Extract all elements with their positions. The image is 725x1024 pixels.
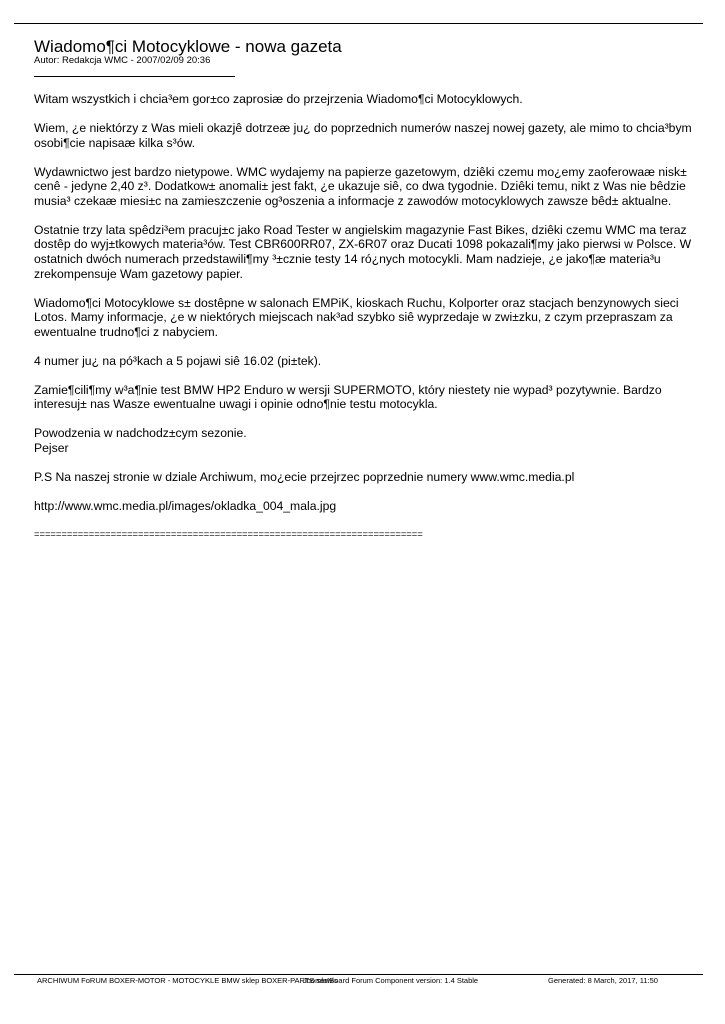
footer-site-name: ARCHIWUM FoRUM BOXER-MOTOR - MOTOCYKLE BMW sklep BOXER-PARTS serwis	[37, 976, 338, 985]
paragraph-ps: P.S Na naszej stronie w dziale Archiwum, mo¿ecie przejrzec poprzednie numery www.wmc.media.pl	[34, 469, 575, 484]
paragraph-image-link: http://www.wmc.media.pl/images/okladka_004_mala.jpg	[34, 498, 337, 513]
paragraph-signoff: Powodzenia w nadchodz±cym sezonie. Pejser	[34, 426, 247, 455]
paragraph-bmw-test: Zamie¶cili¶my w³a¶nie test BMW HP2 Enduro w wersji SUPERMOTO, który niestety nie wypad³ pozytywnie. Bardzo interesuj± nas Wasze ewentualne uwagi i opinie odno¶nie testu motocykla.	[34, 382, 662, 412]
author-line: Autor: Redakcja WMC - 2007/02/09 20:36	[34, 55, 211, 66]
article-body	[34, 92, 694, 553]
paragraph-availability: Wiadomo¶ci Motocyklowe s± dostêpne w salonach EMPiK, kioskach Ruchu, Kolporter oraz stacjach benzynowych sieci Lotos. Mamy informacje, ¿e w niektórych miejscach nak³ad szybko siê wyprzedaje w zwi±zku, z czym przepraszam za ewentualne trudno¶ci z nabyciem.	[34, 295, 679, 339]
article-title: Wiadomo¶ci Motocyklowe - nowa gazeta	[34, 37, 342, 56]
paragraph-previous-issues: Wiem, ¿e niektórzy z Was mieli okazjê dotrzeæ ju¿ do poprzednich numerów naszej nowej gazety, ale mimo to chcia³bym osobi¶cie napisaæ kilka s³ów.	[34, 120, 692, 150]
top-rule	[14, 23, 703, 24]
author-underline	[34, 76, 235, 77]
separator-line: =======================================================================	[34, 527, 423, 539]
footer-rule	[14, 974, 703, 975]
footer-generated-date: Generated: 8 March, 2017, 11:50	[548, 976, 658, 985]
paragraph-intro: Witam wszystkich i chcia³em gor±co zaprosiæ do przejrzenia Wiadomo¶ci Motocyklowych.	[34, 92, 523, 106]
paragraph-issue-dates: 4 numer ju¿ na pó³kach a 5 pojawi siê 16.02 (pi±tek).	[34, 353, 322, 368]
paragraph-publishing: Wydawnictwo jest bardzo nietypowe. WMC wydajemy na papierze gazetowym, dziêki czemu mo¿emy zaoferowaæ nisk± cenê - jedyne 2,40 z³. Dodatkow± anomali± jest fakt, ¿e ukazuje siê, co dwa tygodnie. Dziêki temu, nikt z Was nie bêdzie musia³ czekaæ miesi±c na zamieszczenie og³oszenia a informacje z zawodów motocyklowych zawsze bêd± aktualne.	[34, 164, 687, 208]
paragraph-road-tester: Ostatnie trzy lata spêdzi³em pracuj±c jako Road Tester w angielskim magazynie Fast Bikes, dziêki czemu WMC ma teraz dostêp do wyj±tkowych materia³ów. Test CBR600RR07, ZX-6R07 oraz Ducati 1098 pokazali¶my jako pierwsi w Polsce. W ostatnich dwóch numerach przedstawili¶my ³±cznie testy 14 ró¿nych motocykli. Mam nadzieje, ¿e jako¶æ materia³u zrekompensuje Wam gazetowy papier.	[34, 222, 692, 281]
footer-component-version: Joomla!Board Forum Component version: 1.4 Stable	[303, 976, 479, 985]
